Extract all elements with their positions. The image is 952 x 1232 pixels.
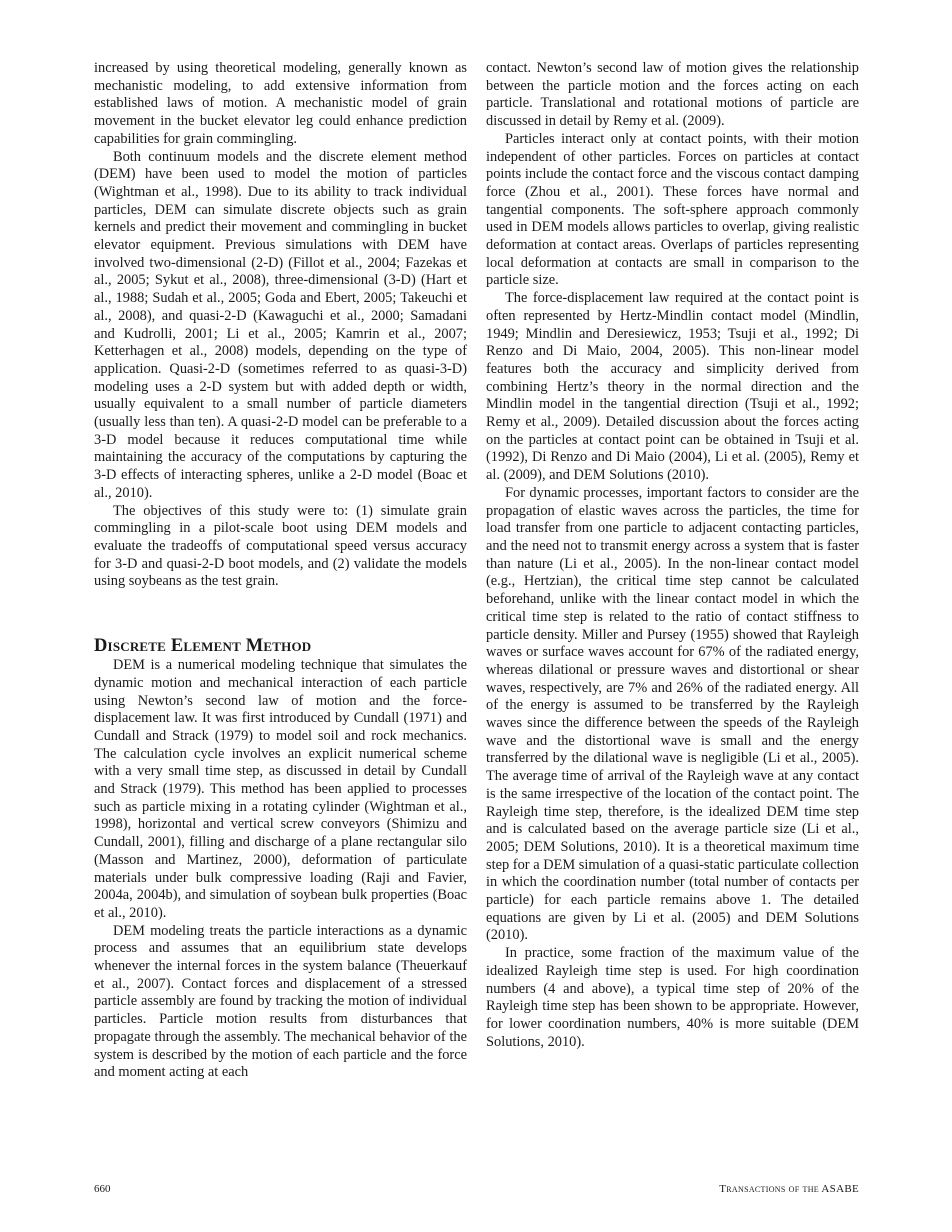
section-heading: Discrete Element Method — [94, 636, 312, 657]
paragraph: Particles interact only at contact points, with their motion independent of other particles. Forces on particles at contact points include the contact force and the viscous contact damping force (Zhou et al., 2001). These forces have normal and tangential components. The soft-sphere approach commonly used in DEM models allows particles to overlap, giving realistic deformation at contact areas. Overlaps of particles representing local deformation at contacts are small in comparison to the particle size. — [486, 130, 859, 289]
paragraph: increased by using theoretical modeling, generally known as mechanistic modeling, to add extensive information from established laws of motion. A mechanistic model of grain movement in the bucket elevator leg could enhance prediction capabilities for grain commingling. — [94, 60, 467, 147]
page-number: 660 — [94, 1183, 111, 1195]
left-column — [94, 60, 467, 1082]
paragraph: Both continuum models and the discrete element method (DEM) have been used to model the motion of particles (Wightman et al., 1998). Due to its ability to track individual particles, DEM can simulate discrete objects such as grain kernels and predict their movement and commingling in bucket elevator equipment. Previous simulations with DEM have involved two-dimensional (2-D) (Fillot et al., 2004; Fazekas et al., 2005; Sykut et al., 2008), three-dimensional (3-D) (Hart et al., 1988; Sudah et al., 2005; Goda and Ebert, 2005; Takeuchi et al., 2008), and quasi-2-D (Kawaguchi et al., 2000; Samadani and Kudrolli, 2001; Li et al., 2005; Kamrin et al., 2007; Ketterhagen et al., 2008) models, depending on the type of application. Quasi-2-D (sometimes referred to as quasi-3-D) modeling uses a 2-D system but with added depth or width, usually equivalent to a small number of particle diameters (usually less than ten). A quasi-2-D model can be preferable to a 3-D model because it reduces computational time while maintaining the accuracy of the computations by capturing the 3-D effects of interacting spheres, unlike a 2-D model (Boac et al., 2010). — [94, 148, 467, 501]
paragraph: The objectives of this study were to: (1) simulate grain commingling in a pilot-scale boot using DEM models and evaluate the tradeoffs of computational speed versus accuracy for 3-D and quasi-2-D boot models, and (2) validate the models using soybeans as the test grain. — [94, 502, 467, 590]
journal-title: Transactions of the ASABE — [719, 1183, 859, 1195]
paragraph: DEM is a numerical modeling technique that simulates the dynamic motion and mechanical interaction of each particle using Newton’s second law of motion and the force-displacement law. It was first introduced by Cundall (1971) and Cundall and Strack (1979) to model soil and rock mechanics. The calculation cycle involves an explicit numerical scheme with a very small time step, as discussed in detail by Cundall and Strack (1979). This method has been applied to processes such as particle mixing in a rotating cylinder (Wightman et al., 1998), horizontal and vertical screw conveyors (Shimizu and Cundall, 2001), filling and discharge of a plane rectangular silo (Masson and Martinez, 2000), deformation of particulate materials under bulk compressive loading (Raji and Favier, 2004a, 2004b), and simulation of soybean bulk properties (Boac et al., 2010). — [94, 657, 467, 921]
paragraph: For dynamic processes, important factors to consider are the propagation of elastic waves across the particles, the time for load transfer from one particle to adjacent contacting particles, and the need not to transmit energy across a system that is faster than nature (Li et al., 2005). In the non-linear contact model (e.g., Hertzian), the critical time step cannot be calculated beforehand, unlike with the linear contact model in which the critical time step is related to the ratio of contact stiffness to particle density. Miller and Pursey (1955) showed that Rayleigh waves or surface waves account for 67% of the radiated energy, whereas dilational or pressure waves and distortional or shear waves, respectively, are 7% and 26% of the radiated energy. All of the energy is assumed to be transferred by the Rayleigh waves since the difference between the speeds of the Rayleigh wave and the distortional wave is small and the energy transferred by the dilational wave is negligible (Li et al., 2005). The average time of arrival of the Rayleigh wave at any contact is the same irrespective of the location of the contact point. The Rayleigh time step, therefore, is the idealized DEM time step and is calculated based on the average particle size (Li et al., 2005; DEM Solutions, 2010). It is a theoretical maximum time step for a DEM simulation of a quasi-static particulate collection in which the coordination number (total number of contacts per particle) for each particle remains above 1. The detailed equations are given by Li et al. (2005) and DEM Solutions (2010). — [486, 484, 859, 944]
paragraph: In practice, some fraction of the maximum value of the idealized Rayleigh time step is used. For high coordination numbers (4 and above), a typical time step of 20% of the Rayleigh time step has been shown to be appropriate. However, for lower coordination numbers, 40% is more suitable (DEM Solutions, 2010). — [486, 945, 859, 1050]
right-column — [486, 60, 859, 1051]
paragraph: contact. Newton’s second law of motion gives the relationship between the particle motion and the forces acting on each particle. Translational and rotational motions of particle are discussed in detail by Remy et al. (2009). — [486, 60, 859, 130]
paragraph: DEM modeling treats the particle interactions as a dynamic process and assumes that an equilibrium state develops whenever the internal forces in the system balance (Theuerkauf et al., 2007). Contact forces and displacement of a stressed particle assembly are found by tracking the motion of individual particles. Particle motion results from disturbances that propagate through the assembly. The mechanical behavior of the system is described by the motion of each particle and the force and moment acting at each — [94, 922, 467, 1081]
paragraph: The force-displacement law required at the contact point is often represented by Hertz-Mindlin contact model (Mindlin, 1949; Mindlin and Deresiewicz, 1953; Tsuji et al., 1992; Di Renzo and Di Maio, 2004, 2005). This non-linear model features both the accuracy and simplicity derived from combining Hertz’s theory in the normal direction and the Mindlin model in the tangential direction (Tsuji et al., 1992; Remy et al., 2009). Detailed discussion about the forces acting on the particles at contact point can be obtained in Tsuji et al. (1992), Di Renzo and Di Maio (2004), Li et al. (2005), Remy et al. (2009), and DEM Solutions (2010). — [486, 290, 859, 484]
